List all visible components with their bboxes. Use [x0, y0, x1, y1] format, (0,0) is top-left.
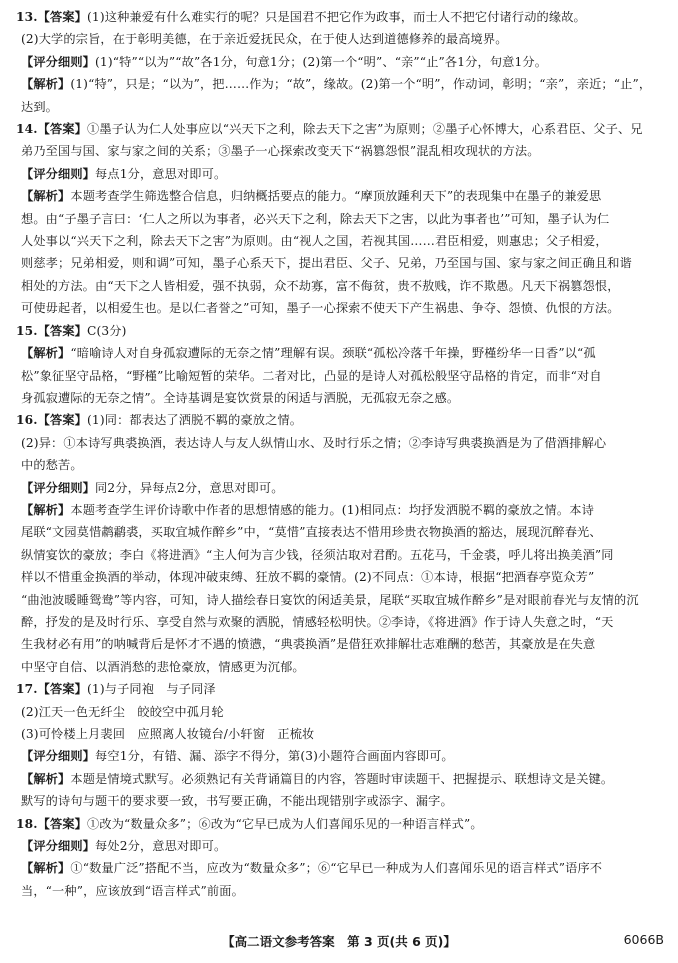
text-line: [16, 140, 666, 162]
text-line: [16, 297, 666, 319]
text-line: [16, 499, 666, 521]
text-line: [16, 73, 666, 95]
text-line: [16, 454, 666, 476]
text-line: [16, 477, 666, 499]
line-text: (1)“特”“以为”“故”各1分，句意1分；(2)第一个“明”、“亲”“止”各1分，句意1分。: [95, 54, 548, 69]
section-tag: 【解析】: [21, 502, 71, 517]
line-text: 生我材必有用”的呐喊背后是怀才不遇的愤懑，“典裘换酒”是借狂欢排解壮志难酬的愁苦，其豪放是在失意: [21, 637, 596, 652]
line-text: 每空1分，有错、漏、添字不得分，第(3)小题符合画面内容即可。: [95, 749, 454, 764]
question-number: 14.: [16, 122, 38, 137]
line-text: 每处2分，意思对即可。: [95, 839, 227, 854]
text-line: [16, 678, 666, 700]
section-tag: 【答案】: [37, 10, 88, 24]
question-number: 15.: [16, 323, 38, 338]
line-text: 每点1分，意思对即可。: [95, 166, 227, 181]
line-text: 纵情宴饮的豪放；李白《将进酒》“主人何为言少钱，径须沽取对君酌。五花马，千金裘，呼儿将出换美酒”同: [21, 547, 614, 562]
line-text: 人处事以“兴天下之利，除去天下之害”为原则。由“视人之国，若视其国……君臣相爱，则惠忠；父子相爱，: [21, 234, 608, 249]
text-line: [16, 28, 666, 50]
question-number: 17.: [16, 682, 38, 697]
text-line: [16, 813, 666, 835]
answer-document: [16, 6, 666, 902]
line-text: 达到。: [21, 99, 59, 114]
line-text: C(3分): [87, 323, 127, 338]
section-tag: 【答案】: [37, 816, 88, 831]
line-text: 则慈孝；兄弟相爱，则和调”可知，墨子心系天下，提出君臣、父子、兄弟，乃至国与国、家与家之间正确且和谐: [21, 256, 632, 271]
question-number: 18.: [16, 816, 38, 831]
question-number: 13.: [16, 10, 38, 24]
text-line: [16, 320, 666, 342]
question-number: 16.: [16, 413, 38, 428]
line-text: 身孤寂遭际的无奈之情”。全诗基调是宴饮赏景的闲适与洒脱，无孤寂无奈之感。: [21, 390, 460, 405]
text-line: [16, 589, 666, 611]
line-text: 中坚守自信、以酒消愁的悲怆豪放，情感更为沉郁。: [21, 659, 305, 674]
section-tag: 【解析】: [21, 77, 71, 92]
line-text: ①墨子认为仁人处事应以“兴天下之利，除去天下之害”为原则；②墨子心怀博大，心系君臣、父子、兄: [87, 122, 643, 137]
line-text: 中的愁苦。: [21, 458, 83, 473]
section-tag: 【解析】: [21, 771, 71, 786]
text-line: [16, 723, 666, 745]
line-text: (2)大学的宗旨，在于彰明美德，在于亲近爱抚民众，在于使人达到道德修养的最高境界。: [21, 32, 508, 47]
text-line: [16, 857, 666, 879]
text-line: [16, 96, 666, 118]
line-text: “暗喻诗人对自身孤寂遭际的无奈之情”理解有误。颈联“孤松冷落千年操，野槿纷华一日香”以“孤: [70, 346, 596, 361]
text-line: [16, 365, 666, 387]
text-line: [16, 275, 666, 297]
text-line: [16, 521, 666, 543]
text-line: [16, 432, 666, 454]
text-line: [16, 656, 666, 678]
text-line: [16, 544, 666, 566]
section-tag: 【答案】: [37, 122, 88, 137]
line-text: 默写的诗句与题干的要求要一致，书写要正确，不能出现错别字或添字、漏字。: [21, 794, 453, 809]
text-line: [16, 118, 666, 140]
line-text: 想。由“子墨子言曰：‘仁人之所以为事者，必兴天下之利，除去天下之害，以此为事者也’”可知，墨子认为仁: [21, 211, 610, 226]
text-line: [16, 880, 666, 902]
line-text: “曲池波暖睡鸳鸯”等内容，可知，诗人描绘春日宴饮的闲适美景，尾联“买取宜城作醉乡”是对眼前春光与友情的沉: [21, 592, 639, 607]
section-tag: 【评分细则】: [21, 166, 96, 181]
text-line: [16, 6, 666, 28]
footer-exam-code: 6066B: [623, 932, 664, 947]
text-line: [16, 768, 666, 790]
line-text: (3)可怜楼上月裴回 应照离人妆镜台/小轩窗 正梳妆: [21, 727, 315, 741]
text-line: [16, 566, 666, 588]
section-tag: 【答案】: [37, 323, 88, 338]
text-line: [16, 633, 666, 655]
section-tag: 【答案】: [37, 413, 88, 428]
line-text: 本题考查学生筛选整合信息，归纳概括要点的能力。“摩顶放踵利天下”的表现集中在墨子的兼爱思: [70, 189, 602, 204]
text-line: [16, 835, 666, 857]
line-text: ①改为“数量众多”；⑥改为“它早已成为人们喜闻乐见的一种语言样式”。: [87, 816, 483, 831]
text-line: [16, 701, 666, 723]
section-tag: 【评分细则】: [21, 839, 96, 854]
text-line: [16, 208, 666, 230]
text-line: [16, 611, 666, 633]
text-line: [16, 409, 666, 431]
text-line: [16, 252, 666, 274]
line-text: (1)这种兼爱有什么难实行的呢？只是国君不把它作为政事，而士人不把它付诸行动的缘故。: [87, 10, 586, 24]
section-tag: 【答案】: [37, 682, 88, 697]
line-text: 本题考查学生评价诗歌中作者的思想情感的能力。(1)相同点：均抒发洒脱不羁的豪放之情。本诗: [70, 502, 594, 517]
line-text: 可使毋起者，以相爱生也。是以仁者誉之”可知，墨子一心探索不使天下产生祸患、争夺、怨愤、仇恨的方法。: [21, 301, 620, 316]
line-text: (2)江天一色无纤尘 皎皎空中孤月轮: [21, 704, 224, 719]
text-line: [16, 790, 666, 812]
section-tag: 【解析】: [21, 861, 71, 876]
text-line: [16, 745, 666, 767]
line-text: 醉，抒发的是及时行乐、享受自然与欢聚的洒脱，情感轻松明快。②李诗，《将进酒》作于诗人失意之时，“天: [21, 614, 614, 629]
page-footer: [0, 932, 678, 954]
text-line: [16, 387, 666, 409]
line-text: (1)“特”，只是；“以为”，把……作为；“故”，缘故。(2)第一个“明”，作动词，彰明；“亲”，亲近；“止”，: [70, 77, 652, 92]
text-line: [16, 51, 666, 73]
line-text: 松”象征坚守品格，“野槿”比喻短暂的荣华。二者对比，凸显的是诗人对孤松般坚守品格的肯定，而非“对自: [21, 368, 602, 383]
line-text: 当，“一种”，应该放到“语言样式”前面。: [21, 883, 244, 898]
section-tag: 【解析】: [21, 346, 71, 361]
line-text: (2)异：①本诗写典裘换酒，表达诗人与友人纵情山水、及时行乐之情；②李诗写典裘换酒是为了借酒排解心: [21, 435, 607, 450]
line-text: 弟乃至国与国、家与家之间的关系；③墨子一心探索改变天下“祸篡怨恨”混乱相攻现状的方法。: [21, 144, 540, 159]
text-line: [16, 230, 666, 252]
section-tag: 【解析】: [21, 189, 71, 204]
section-tag: 【评分细则】: [21, 54, 96, 69]
text-line: [16, 342, 666, 364]
text-line: [16, 163, 666, 185]
text-line: [16, 185, 666, 207]
line-text: 尾联“文园莫惜鹔鹴裘，买取宜城作醉乡”中，“莫惜”直接表达不惜用珍贵衣物换酒的豁达，展现沉醉春光、: [21, 525, 602, 540]
line-text: (1)同：都表达了洒脱不羁的豪放之情。: [87, 413, 303, 428]
section-tag: 【评分细则】: [21, 749, 96, 764]
line-text: ①“数量广泛”搭配不当，应改为“数量众多”；⑥“它早已一种成为人们喜闻乐见的语言样式”语序不: [70, 861, 603, 876]
footer-page-label: 【高二语文参考答案 第 3 页(共 6 页)】: [222, 934, 456, 949]
line-text: (1)与子同袍 与子同泽: [87, 682, 216, 697]
line-text: 同2分，异每点2分，意思对即可。: [95, 480, 284, 495]
line-text: 本题是情境式默写。必须熟记有关背诵篇目的内容，答题时审读题干、把握提示、联想诗文是关键。: [70, 771, 614, 786]
line-text: 相处的方法。由“天下之人皆相爱，强不执弱，众不劫寡，富不侮贫，贵不敖贱，诈不欺愚。凡天下祸篡怨恨，: [21, 278, 620, 293]
line-text: 样以不惜重金换酒的举动，体现冲破束缚、狂放不羁的豪情。(2)不同点：①本诗，根据“把酒春亭览众芳”: [21, 570, 595, 585]
section-tag: 【评分细则】: [21, 480, 96, 495]
